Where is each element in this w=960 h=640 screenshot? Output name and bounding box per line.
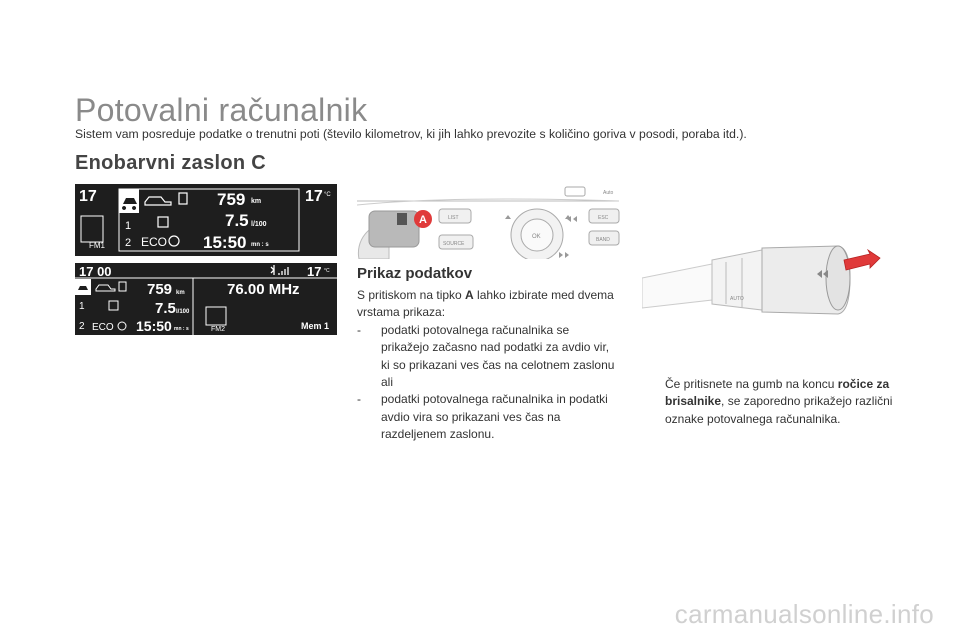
display-2-duration: 15:50 bbox=[136, 318, 172, 334]
display-1-row2: 2 bbox=[125, 237, 132, 249]
control-panel-illustration bbox=[357, 183, 621, 259]
stalk-auto-label: AUTO bbox=[730, 296, 744, 302]
display-section-heading: Prikaz podatkov bbox=[357, 265, 473, 282]
watermark: carmanualsonline.info bbox=[674, 599, 934, 629]
section-title: Enobarvni zaslon C bbox=[75, 152, 266, 174]
display-2-radio: FM2 bbox=[211, 326, 225, 333]
monochrome-display-1 bbox=[75, 184, 337, 256]
list-item-text: podatki potovalnega računalnika in podatki avdio vira so prikazani ves čas na razdeljenem zaslonu. bbox=[381, 392, 608, 442]
display-2-time-left: 17 00 bbox=[79, 264, 112, 279]
display-1-eco: ECO bbox=[141, 235, 168, 249]
callout-a-label: A bbox=[419, 214, 427, 226]
display-2-range: 759 bbox=[147, 281, 173, 298]
trip-computer-icon bbox=[397, 213, 407, 225]
display-1-duration: 15:50 bbox=[203, 233, 247, 252]
list-item-text: podatki potovalnega računalnika se prikažejo začasno nad podatki za avdio vir, ki so prikazani ves čas na celotnem zaslonu bbox=[381, 322, 615, 372]
display-1-row1: 1 bbox=[125, 220, 132, 232]
list-separator: ali bbox=[381, 375, 394, 390]
display-1-range: 759 bbox=[217, 190, 246, 209]
wiper-stalk-illustration bbox=[642, 238, 882, 318]
display-2-duration-unit: mn : s bbox=[174, 326, 189, 332]
display-2-row2: 2 bbox=[79, 321, 85, 332]
note-text bbox=[645, 376, 895, 428]
display-2-eco: ECO bbox=[92, 322, 114, 333]
display-2-celsius: °C bbox=[324, 268, 330, 274]
panel-band-label: BAND bbox=[596, 237, 610, 243]
display-1-graphic bbox=[75, 184, 337, 256]
display-1-time-left: 17 bbox=[79, 188, 97, 205]
list-item bbox=[357, 322, 619, 374]
display-2-frequency: 76.00 MHz bbox=[227, 281, 300, 298]
display-2-time-right: 17 bbox=[307, 264, 322, 279]
intro-before: S pritiskom na tipko bbox=[357, 288, 466, 302]
panel-esc-label: ESC bbox=[598, 215, 609, 221]
monochrome-display-2 bbox=[75, 263, 337, 335]
display-1-time-right: 17 bbox=[305, 188, 323, 205]
panel-list-label: LIST bbox=[448, 215, 459, 221]
display-1-consumption-unit: l/100 bbox=[251, 221, 267, 228]
note-text-bold: ročice za brisalnike bbox=[665, 377, 890, 409]
press-arrow-icon bbox=[844, 250, 880, 270]
intro-after: lahko izbirate med dvema vrstama prikaza: bbox=[357, 288, 614, 320]
note-text-before: Če pritisnete na gumb na koncu bbox=[665, 377, 838, 391]
display-2-consumption: 7.5 bbox=[155, 300, 176, 317]
note-text-after: , se zaporedno prikažejo različni oznake potovalnega računalnika. bbox=[665, 394, 893, 426]
panel-source-label: SOURCE bbox=[443, 241, 465, 247]
list-dash: - bbox=[357, 392, 361, 407]
panel-ok-label: OK bbox=[532, 234, 541, 240]
wiper-stalk-graphic bbox=[642, 238, 882, 318]
list-item bbox=[357, 391, 619, 443]
page-title: Potovalni računalnik bbox=[75, 92, 368, 128]
display-1-consumption: 7.5 bbox=[225, 211, 249, 230]
display-1-celsius: °C bbox=[324, 192, 331, 198]
display-1-range-unit: km bbox=[251, 198, 262, 205]
intro-key: A bbox=[465, 288, 474, 302]
wiper-note bbox=[645, 376, 895, 428]
wiper-stalk-end-button[interactable] bbox=[826, 246, 850, 310]
display-2-graphic bbox=[75, 263, 337, 335]
display-2-consumption-unit: l/100 bbox=[176, 309, 190, 315]
control-panel-graphic bbox=[357, 183, 621, 259]
display-2-row1: 1 bbox=[79, 301, 85, 312]
display-1-radio: FM1 bbox=[89, 241, 105, 250]
list-dash: - bbox=[357, 322, 361, 337]
panel-button-a[interactable] bbox=[369, 211, 419, 247]
intro-text: Sistem vam posreduje podatke o trenutni poti (število kilometrov, ki jih lahko prevozite s količino goriva v posodi, poraba itd.). bbox=[75, 127, 747, 141]
display-1-duration-unit: mn : s bbox=[251, 242, 269, 248]
display-2-range-unit: km bbox=[176, 290, 185, 296]
panel-auto-label: Auto bbox=[603, 190, 614, 196]
display-section-intro bbox=[357, 287, 619, 322]
display-2-memory: Mem 1 bbox=[301, 321, 330, 331]
display-section-body bbox=[357, 287, 619, 444]
